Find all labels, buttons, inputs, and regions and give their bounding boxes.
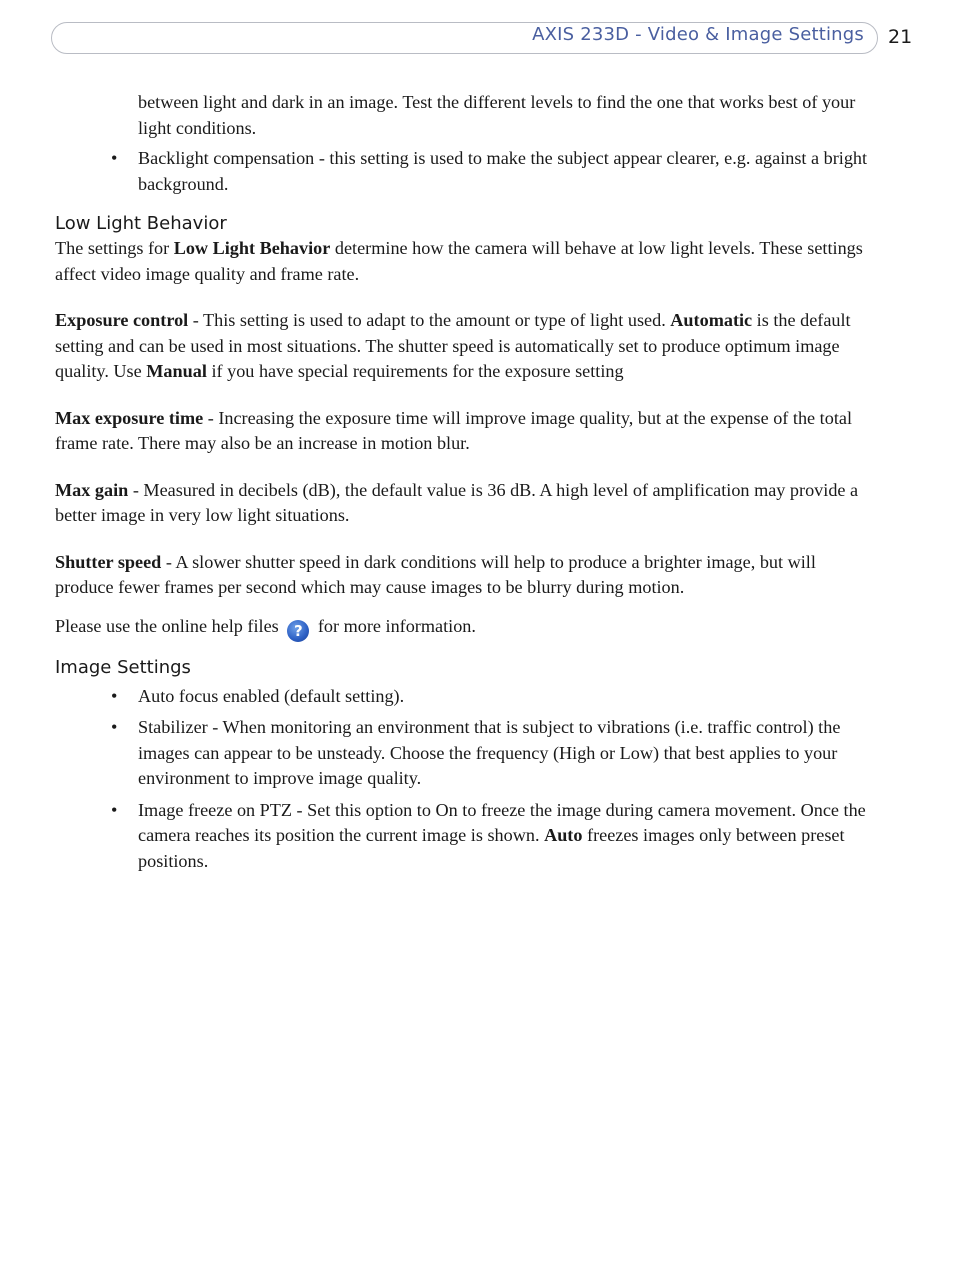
image-settings-list bbox=[55, 684, 875, 875]
text-run: - Increasing the exposure time will improve image quality, but at the expense of the total frame rate. There may also be an increase in motion blur. bbox=[55, 407, 852, 453]
max-gain-paragraph bbox=[55, 478, 875, 529]
max-exposure-paragraph bbox=[55, 406, 875, 457]
text-run: for more information. bbox=[313, 615, 476, 636]
bold-term: Auto bbox=[544, 825, 583, 845]
section-heading-low-light: Low Light Behavior bbox=[55, 213, 227, 234]
text-run: is the default setting and can be used in most situations. The shutter speed is automatically set to produce optimum image quality. Use bbox=[55, 310, 851, 381]
bullet-text bbox=[138, 800, 866, 871]
list-item bbox=[55, 146, 875, 197]
bold-term: Max gain bbox=[55, 479, 129, 500]
bullet-glyph: • bbox=[111, 685, 118, 706]
text-run: Please use the online help files bbox=[55, 615, 284, 636]
text-run: if you have special requirements for the exposure setting bbox=[206, 361, 624, 381]
header-title: AXIS 233D - Video & Image Settings bbox=[532, 24, 864, 45]
bullet-text: Auto focus enabled (default setting). bbox=[138, 685, 405, 706]
list-item bbox=[55, 715, 875, 792]
intro-bullet-list bbox=[55, 146, 875, 197]
low-light-intro bbox=[55, 236, 875, 287]
text-run: freezes images only between preset positions. bbox=[138, 825, 845, 871]
bold-term: Low Light Behavior bbox=[173, 238, 331, 258]
page-number: 21 bbox=[888, 26, 913, 48]
text-run: - Measured in decibels (dB), the default value is 36 dB. A high level of amplification may provide a better image in very low light situations. bbox=[55, 479, 859, 525]
bullet-glyph: • bbox=[111, 799, 118, 820]
section-heading-image-settings: Image Settings bbox=[55, 656, 191, 678]
bullet-glyph: • bbox=[111, 717, 118, 737]
page-body bbox=[55, 90, 875, 874]
bullet-text: Backlight compensation - this setting is used to make the subject appear clearer, e.g. against a bright background. bbox=[138, 148, 868, 194]
text-run: Image freeze on PTZ - Set this option to On to freeze the image during camera movement. Once the camera reaches its position the current image is shown. bbox=[138, 799, 866, 845]
bold-term: Shutter speed bbox=[55, 551, 162, 572]
shutter-speed-paragraph bbox=[55, 550, 875, 601]
bullet-glyph: • bbox=[111, 148, 118, 168]
list-item bbox=[55, 684, 875, 710]
bold-term: Automatic bbox=[670, 310, 753, 330]
bullet-text: Stabilizer - When monitoring an environment that is subject to vibrations (i.e. traffic control) the images can appear to be unsteady. Choose the frequency (High or Low) that best applies to your environment to improve image quality. bbox=[138, 717, 841, 788]
help-icon[interactable]: ? bbox=[287, 620, 309, 642]
exposure-control-paragraph bbox=[55, 308, 875, 385]
bold-term: Manual bbox=[146, 361, 207, 381]
text-run: - A slower shutter speed in dark conditions will help to produce a brighter image, but will produce fewer frames per second which may cause images to be blurry during motion. bbox=[55, 551, 816, 597]
text-run: determine how the camera will behave at low light levels. These settings affect video image quality and frame rate. bbox=[55, 238, 863, 284]
help-paragraph bbox=[55, 614, 875, 642]
text-run: The settings for bbox=[55, 238, 174, 258]
bold-term: Max exposure time bbox=[55, 407, 204, 428]
text-run: - This setting is used to adapt to the amount or type of light used. bbox=[192, 310, 671, 330]
bold-term: Exposure control bbox=[55, 310, 193, 330]
list-item bbox=[55, 798, 875, 875]
continuation-paragraph: between light and dark in an image. Test the different levels to find the one that works best of your light conditions. bbox=[138, 92, 856, 138]
